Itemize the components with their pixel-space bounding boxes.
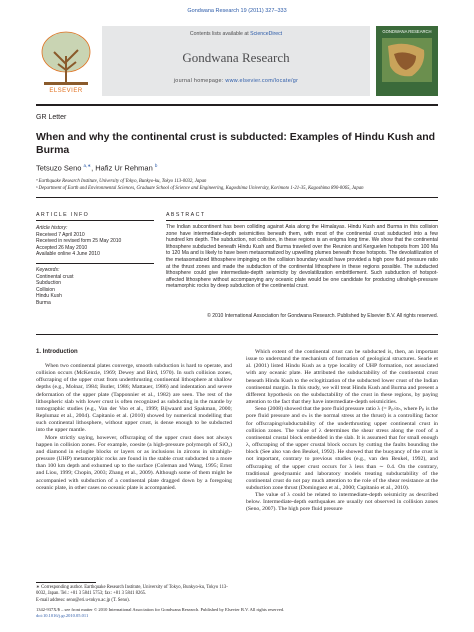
abstract-bottom-divider bbox=[36, 334, 438, 335]
abstract-body: The Indian subcontinent has been colliding against Asia along the Himalayas. Hindu Kush and Burma in this collision zone have intermediate-depth seismicities beneath them, with most of the continental crust subducted into a few hundred km depth. The subduction, not collision, in these regions is an enigma long time. We show that the continental lithosphere subducted beneath Hindu Kush and Burma traveled over the Reunion and Kerguelen hotspots from 100 Ma to 120 Ma and is likely to have been metasomatized by upwelling plumes beneath those hotspots. The devolatilization of the metasomatized lithosphere impinging on the collision boundary would have provided a high pore fluid pressure ratio at the thrust zones and made the subduction of the continental lithosphere in these regions possible. The subducted lithosphere could give intermediate-depth seismicity by devolatilization embrittlement. Such subduction of hotspot-affected lithosphere without accompanying any oceanic plate would be one candidate for producing ultrahigh-pressure metamorphic rocks by deep subduction of the continental crust. bbox=[166, 224, 438, 290]
body-paragraph: Seno (2008) showed that the pore fluid pressure ratio λ (= Pₚ/σₙ, where Pₚ is the pore fluid pressure and σₙ is the normal stress at the thrust) is a controlling factor for offscraping/subductability of the underthrusting upper continental crust in collision zones. The value of λ determines the shear stress along the roof of a continental crustal block embedded in the slab. It is assumed that for small enough λ, offscraping of the upper crustal block occurs by cutting the faults bounding the block (See also van den Beukel, 1992). He showed that the buoyancy of the crust is not important, contrary to previous studies (e.g., van den Beukel, 1992), and offscraping of the upper crust occurs for λ less than ∼ 0.4. On the contrary, traditional geodynamic and laboratory models treating subductability of the continental crust do not pay much attention to the role of the shear resistance at the subduction zone thrust (Dominguez et al., 2000; Capitanio et al., 2010). bbox=[246, 406, 438, 491]
masthead-box bbox=[102, 26, 370, 96]
keywords-rule bbox=[36, 263, 154, 264]
sciencedirect-link[interactable]: ScienceDirect bbox=[250, 31, 283, 37]
body-column-right bbox=[246, 349, 438, 514]
author-list bbox=[36, 163, 157, 173]
contents-line bbox=[102, 31, 370, 37]
keyword-item: Burma bbox=[36, 299, 51, 306]
cover-title: GONDWANA RESEARCH bbox=[382, 29, 432, 34]
history-revised: Received in revised form 25 May 2010 bbox=[36, 238, 122, 244]
journal-name: Gondwana Research bbox=[182, 50, 290, 65]
author-affiliation-marker[interactable]: a,∗ bbox=[83, 163, 92, 168]
issn-line bbox=[36, 607, 284, 618]
contents-prefix: Contents lists available at bbox=[189, 31, 251, 37]
article-info-label: ARTICLE INFO bbox=[36, 212, 90, 218]
keyword-item: Collision bbox=[36, 286, 55, 293]
homepage-prefix: journal homepage: bbox=[173, 78, 226, 84]
history-accepted: Accepted 26 May 2010 bbox=[36, 244, 88, 251]
journal-masthead bbox=[36, 22, 438, 106]
keywords-heading: Keywords: bbox=[36, 267, 60, 273]
body-paragraph: More strictly saying, however, offscraping of the upper crust does not always happen in collision zones. For example, coesite (a high-pressure polymorph of SiO₂) and diamond in eclogite blocks or layers or as inclusions in zircons in ultrahigh-pressure (UHP) metamorphic rocks are found in the stable crust subducted to a more than 100 km depth and exhumed up to the surface (Coleman and Wang, 1995; Ernst and Liou, 1999; Chopin, 2003; Zhang et al., 2009). Although some of them might be accompanied with subduction of a continental plate dragged down by a foregoing oceanic plate, in other cases no oceanic plate is accompanied. bbox=[36, 434, 232, 491]
article-title: When and why the continental crust is subducted: Examples of Hindu Kush and Burma bbox=[36, 131, 436, 156]
homepage-line bbox=[102, 78, 370, 84]
article-info-rule bbox=[36, 220, 154, 221]
email-note[interactable]: E-mail address: seno@eri.u-tokyo.ac.jp (T. Seno). bbox=[36, 598, 130, 603]
abstract-rule bbox=[166, 220, 438, 221]
keyword-item: Subduction bbox=[36, 280, 62, 286]
doi-link[interactable]: doi:10.1016/j.gr.2010.05.011 bbox=[36, 612, 89, 618]
header-divider bbox=[36, 197, 438, 198]
body-paragraph: When two continental plates converge, smooth subduction is hard to operate, and collision occurs (McKenzie, 1969; Dewey and Bird, 1970). In such collision zones, offscraping of the upper crust from underthrusting continental lithosphere at shallow depths (e.g., Molnar, 1984; Butler, 1986; Mattauer, 1986) and indentation and severe deformation of the upper plate (Tapponnier et al., 1982) are seen. The rest of the lithospheric slab with lower crust is often recognized as subducting in the mantle by tomographic studies (e.g., Van der Voo et al., 1999; Bijwaard and Spakman, 2000; Replumaz et al., 2004). Capitanio et al. (2010) showed by numerical modelling that such continental lithosphere, without upper crust, is dense enough to be subducted into the upper mantle. bbox=[36, 363, 232, 434]
affiliation-a: ª Earthquake Research Institute, University of Tokyo, Bunkyo-ku, Tokyo 113-0032, Japan bbox=[36, 179, 207, 184]
body-paragraph: Which extent of the continental crust can be subducted is, then, an important issue to understand the mechanism of formation of geological structures. Searle et al. (2001) listed Hindu Kush as a type locality of UHP formation, not associated with any oceanic plate. He attributed the subductability of the continental crust beneath Hindu Kush to the eclogitization of the subducted lower crust of the Indian continental margin. In this study, we will treat Hindu Kush and Burma and present a different hypothesis on the subductability of the crust in these regions, by paying attention to the fact that they have intermediate-depth seismicities. bbox=[246, 349, 438, 406]
author-name[interactable]: , Hafiz Ur Rehman bbox=[91, 163, 155, 173]
abstract-copyright: © 2010 International Association for Gondwana Research. Published by Elsevier B.V. All rights reserved. bbox=[207, 313, 438, 319]
journal-citation[interactable]: Gondwana Research 19 (2011) 327–333 bbox=[187, 8, 287, 14]
author-affiliation-marker[interactable]: b bbox=[154, 163, 158, 168]
elsevier-tree-logo-icon bbox=[36, 26, 96, 90]
history-online: Available online 4 June 2010 bbox=[36, 251, 100, 257]
issn-text: 1342-937X/$ – see front matter © 2010 International Association for Gondwana Research. Published by Elsevier B.V. All rights reserved. bbox=[36, 607, 285, 612]
footnote-divider bbox=[36, 582, 96, 583]
affiliation-b: ᵇ Department of Earth and Environmental Sciences, Graduate School of Science and Engineering, Kagoshima University, Korimoto 1-21-35, Kagoshima 890-0065, Japan bbox=[36, 186, 364, 191]
journal-homepage-link[interactable]: www.elsevier.com/locate/gr bbox=[225, 78, 299, 84]
journal-cover-image bbox=[376, 26, 438, 96]
author-name[interactable]: Tetsuzo Seno bbox=[36, 163, 84, 173]
section-heading-introduction: 1. Introduction bbox=[36, 349, 78, 355]
keyword-item: Hindu Kush bbox=[36, 293, 62, 299]
abstract-label: ABSTRACT bbox=[166, 212, 206, 218]
corresponding-author-note: ∗ Corresponding author. Earthquake Research Institute, University of Tokyo, Bunkyo-ku, Tokyo 113-0032, Japan. Tel.: +81 3 5841 5753; fax: +81 3 5841 8265. bbox=[36, 585, 228, 596]
masthead-divider bbox=[36, 104, 438, 106]
keyword-item: Continental crust bbox=[36, 273, 74, 280]
cover-map-icon bbox=[376, 26, 438, 96]
history-heading: Article history: bbox=[36, 225, 68, 231]
body-paragraph: The value of λ could be related to intermediate-depth seismicity as described below. Intermediate-depth earthquakes are usually not observed in collision zones (Seno, 2007). The high pore fluid pressure bbox=[246, 492, 438, 513]
publisher-name: ELSEVIER bbox=[49, 88, 83, 94]
article-type: GR Letter bbox=[36, 114, 67, 121]
body-column-left bbox=[36, 363, 232, 492]
history-received: Received 7 April 2010 bbox=[36, 231, 85, 238]
